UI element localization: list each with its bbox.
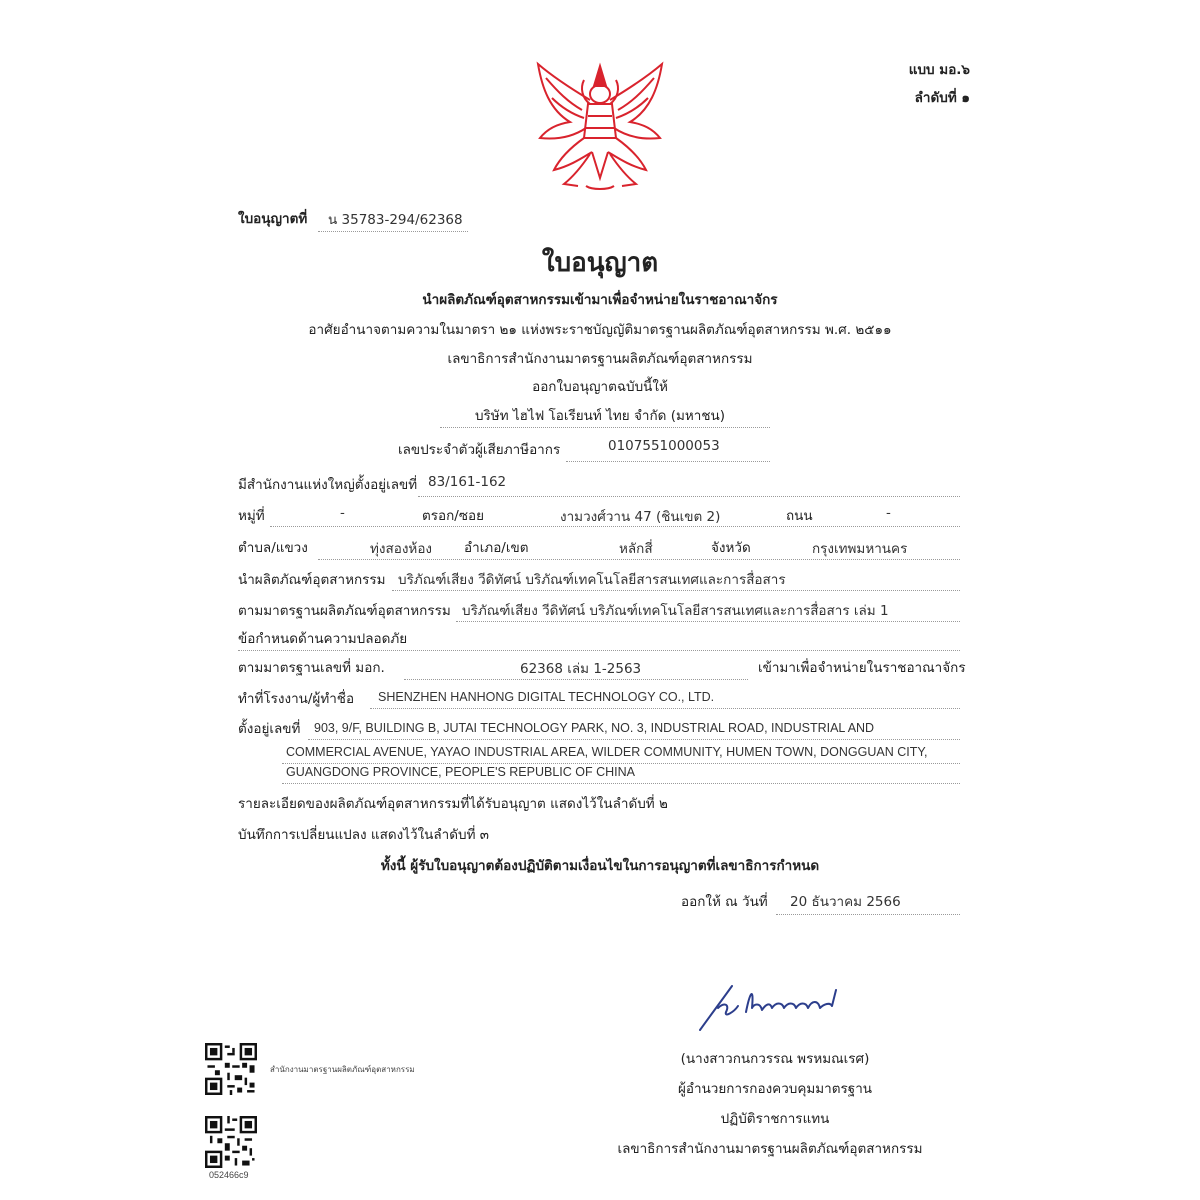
factory-address-underline-1: [308, 739, 960, 740]
changes-note: บันทึกการเปลี่ยนแปลง แสดงไว้ในลำดับที่ ๓: [238, 827, 489, 843]
condition-note: ทั้งนี้ ผู้รับใบอนุญาตต้องปฏิบัติตามเงื่อนไขในการอนุญาตที่เลขาธิการกำหนด: [380, 858, 820, 874]
factory-address-underline-3: [282, 783, 960, 784]
standard-underline: [456, 621, 960, 622]
std-no-value: 62368 เล่ม 1-2563: [520, 661, 642, 677]
garuda-emblem-icon: [530, 58, 670, 198]
province-value: กรุงเทพมหานคร: [812, 541, 908, 557]
soi-value: งามวงศ์วาน 47 (ชินเขต 2): [560, 509, 721, 525]
qr-code-icon: [205, 1043, 257, 1095]
factory-value: SHENZHEN HANHONG DIGITAL TECHNOLOGY CO., LTD.: [378, 690, 715, 704]
form-code: แบบ มอ.๖: [908, 62, 970, 78]
factory-address-line-3: GUANGDONG PROVINCE, PEOPLE'S REPUBLIC OF CHINA: [286, 765, 635, 779]
company-name: บริษัท ไฮไฟ โอเรียนท์ ไทย จำกัด (มหาชน): [474, 408, 726, 424]
soi-label: ตรอก/ซอย: [422, 508, 485, 524]
tax-value: 0107551000053: [608, 438, 720, 454]
std-no-suffix: เข้ามาเพื่อจำหน่ายในราชอาณาจักร: [758, 660, 966, 676]
standard-line2-underline: [238, 650, 960, 651]
issued-label: ออกให้ ณ วันที่: [681, 894, 768, 910]
issued-value: 20 ธันวาคม 2566: [790, 894, 901, 910]
intro-line-2: เลขาธิการสำนักงานมาตรฐานผลิตภัณฑ์อุตสาหกรรม: [447, 351, 753, 367]
head-office-underline: [418, 496, 960, 497]
tambon-value: ทุ่งสองห้อง: [370, 541, 433, 557]
product-value: บริภัณฑ์เสียง วีดิทัศน์ บริภัณฑ์เทคโนโลยีสารสนเทศและการสื่อสาร: [398, 572, 786, 588]
factory-address-line-1: 903, 9/F, BUILDING B, JUTAI TECHNOLOGY PARK, NO. 3, INDUSTRIAL ROAD, INDUSTRIAL AND: [314, 721, 875, 735]
factory-label: ทำที่โรงงาน/ผู้ทำชื่อ: [238, 691, 355, 707]
std-no-label: ตามมาตรฐานเลขที่ มอก.: [238, 660, 385, 676]
product-underline: [392, 590, 960, 591]
tax-label: เลขประจำตัวผู้เสียภาษีอากร: [398, 442, 561, 458]
moo-row-underline: [270, 526, 960, 527]
factory-address-underline-2: [282, 763, 960, 764]
tambon-label: ตำบล/แขวง: [238, 540, 308, 556]
head-office-value: 83/161-162: [428, 474, 507, 490]
signature-image: [690, 978, 860, 1036]
standard-value: บริภัณฑ์เสียง วีดิทัศน์ บริภัณฑ์เทคโนโลยีสารสนเทศและการสื่อสาร เล่ม 1: [462, 603, 889, 619]
standard-line2: ข้อกำหนดด้านความปลอดภัย: [238, 631, 408, 647]
qr-code-number: 052466c9: [209, 1170, 249, 1180]
head-office-label: มีสำนักงานแห่งใหญ่ตั้งอยู่เลขที่: [238, 477, 418, 493]
license-no-label: ใบอนุญาตที่: [238, 211, 308, 227]
form-order: ลำดับที่ ๑: [914, 90, 970, 106]
amphoe-value: หลักสี่: [619, 541, 653, 557]
moo-label: หมู่ที่: [238, 508, 265, 524]
factory-address-label: ตั้งอยู่เลขที่: [238, 721, 301, 737]
road-label: ถนน: [786, 508, 813, 524]
intro-line-3: ออกใบอนุญาตฉบับนี้ให้: [532, 379, 668, 395]
qr-code-icon: [205, 1116, 257, 1168]
license-no-value: น 35783-294/62368: [328, 212, 463, 228]
company-underline: [440, 427, 770, 428]
moo-value: -: [340, 505, 345, 521]
license-no-underline: [318, 231, 468, 232]
issued-underline: [776, 914, 960, 915]
signer-acting: ปฏิบัติราชการแทน: [720, 1111, 830, 1127]
road-value: -: [886, 505, 891, 521]
factory-address-line-2: COMMERCIAL AVENUE, YAYAO INDUSTRIAL AREA, WILDER COMMUNITY, HUMEN TOWN, DONGGUAN CITY,: [286, 745, 928, 759]
signer-name: (นางสาวกนกวรรณ พรหมณเรศ): [680, 1051, 870, 1067]
province-label: จังหวัด: [711, 540, 751, 556]
intro-line-1: อาศัยอำนาจตามความในมาตรา ๒๑ แห่งพระราชบัญญัติมาตรฐานผลิตภัณฑ์อุตสาหกรรม พ.ศ. ๒๕๑๑: [308, 322, 892, 338]
product-label: นำผลิตภัณฑ์อุตสาหกรรม: [238, 572, 386, 588]
factory-underline: [370, 708, 960, 709]
standard-label: ตามมาตรฐานผลิตภัณฑ์อุตสาหกรรม: [238, 603, 451, 619]
signer-position: ผู้อำนวยการกองควบคุมมาตรฐาน: [677, 1081, 873, 1097]
details-note: รายละเอียดของผลิตภัณฑ์อุตสาหกรรมที่ได้รับอนุญาต แสดงไว้ในลำดับที่ ๒: [238, 796, 668, 812]
tax-underline: [566, 461, 770, 462]
amphoe-label: อำเภอ/เขต: [464, 540, 529, 556]
tambon-row-underline: [318, 559, 960, 560]
page-subtitle: นำผลิตภัณฑ์อุตสาหกรรมเข้ามาเพื่อจำหน่ายในราชอาณาจักร: [422, 292, 778, 308]
page-title: ใบอนุญาต: [541, 248, 659, 278]
std-no-underline: [404, 679, 748, 680]
signer-office: เลขาธิการสำนักงานมาตรฐานผลิตภัณฑ์อุตสาหกรรม: [617, 1141, 923, 1157]
qr-caption: สำนักงานมาตรฐานผลิตภัณฑ์อุตสาหกรรม: [270, 1065, 415, 1074]
